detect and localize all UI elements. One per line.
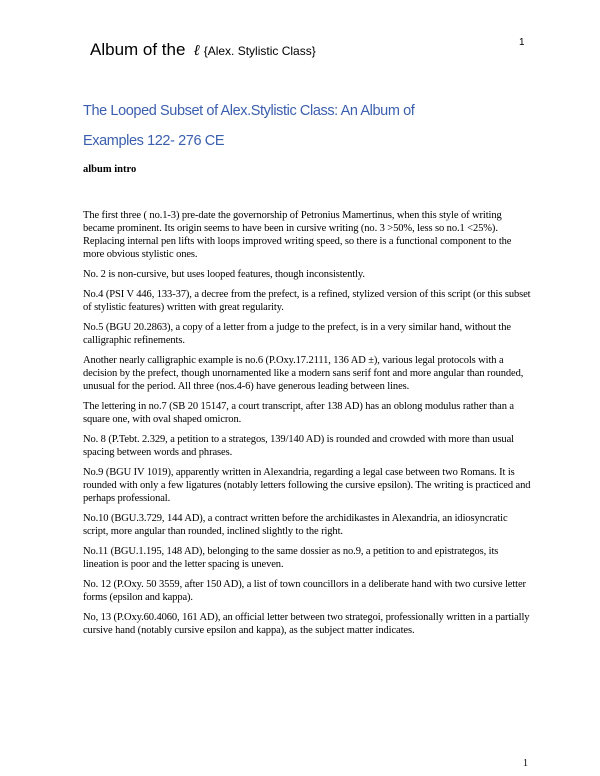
paragraph: No.9 (BGU IV 1019), apparently written in Alexandria, regarding a legal case between two Romans. It is rounded with only a few ligatures (notably letters following the cursive epsilon). The writing is practiced and perhaps professional. (83, 467, 531, 504)
paragraph: No.11 (BGU.1.195, 148 AD), belonging to the same dossier as no.9, a petition to and epistrategos, its lineation is poor and the letter spacing is uneven. (83, 546, 499, 570)
paragraph: No.10 (BGU.3.729, 144 AD), a contract written before the archidikastes in Alexandria, an idiosyncratic script, more angular than rounded, inclined slightly to the right. (83, 513, 508, 537)
paragraph: No.5 (BGU 20.2863), a copy of a letter from a judge to the prefect, is in a very similar hand, without the calligraphic refinements. (83, 322, 511, 346)
document-title (83, 96, 503, 156)
paragraph: No. 12 (P.Oxy. 50 3559, after 150 AD), a list of town councillors in a deliberate hand with two cursive letter forms (epsilon and kappa). (83, 579, 526, 603)
intro-heading: album intro (83, 164, 137, 175)
header-subtitle: {Alex. Stylistic Class} (203, 44, 316, 58)
paragraph: No. 2 is non-cursive, but uses looped features, though inconsistently. (83, 269, 365, 280)
paragraph: No.4 (PSI V 446, 133-37), a decree from the prefect, is a refined, stylized version of this script (or this subset of stylistic features) written with great regularity. (83, 289, 531, 313)
title-line-2: Examples 122- 276 CE (83, 133, 225, 149)
paragraph: Another nearly calligraphic example is no.6 (P.Oxy.17.2111, 136 AD ±), various legal protocols with a decision by the prefect, though unornamented like a modern sans serif font and more angular than rounded, unusual for the period. All three (nos.4-6) have generous leading between lines. (83, 355, 524, 392)
script-l-symbol: ℓ (193, 41, 200, 59)
page-number-bottom: 1 (523, 758, 528, 769)
paragraph: The first three ( no.1-3) pre-date the governorship of Petronius Mamertinus, when this style of writing became prominent. Its origin seems to have been in cursive writing (no. 3 >50%, less so no.1 <25%). Replacing internal pen lifts with loops improved writing speed, so there is a functional component to the more obvious stylistic ones. (83, 210, 512, 260)
paragraph: No, 13 (P.Oxy.60.4060, 161 AD), an official letter between two strategoi, professionally written in a partially cursive hand (notably cursive epsilon and kappa), as the subject matter indicates. (83, 612, 530, 636)
paragraph: The lettering in no.7 (SB 20 15147, a court transcript, after 138 AD) has an oblong modulus rather than a square one, with oval shaped omicron. (83, 401, 514, 425)
header-title: Album of the (90, 40, 186, 59)
paragraph: No. 8 (P.Tebt. 2.329, a petition to a strategos, 139/140 AD) is rounded and crowded with more than usual spacing between words and phrases. (83, 434, 514, 458)
page-number-top: 1 (519, 37, 525, 48)
title-line-1: The Looped Subset of Alex.Stylistic Class: An Album of (83, 103, 415, 119)
body-text (83, 209, 533, 644)
running-header (90, 40, 316, 60)
